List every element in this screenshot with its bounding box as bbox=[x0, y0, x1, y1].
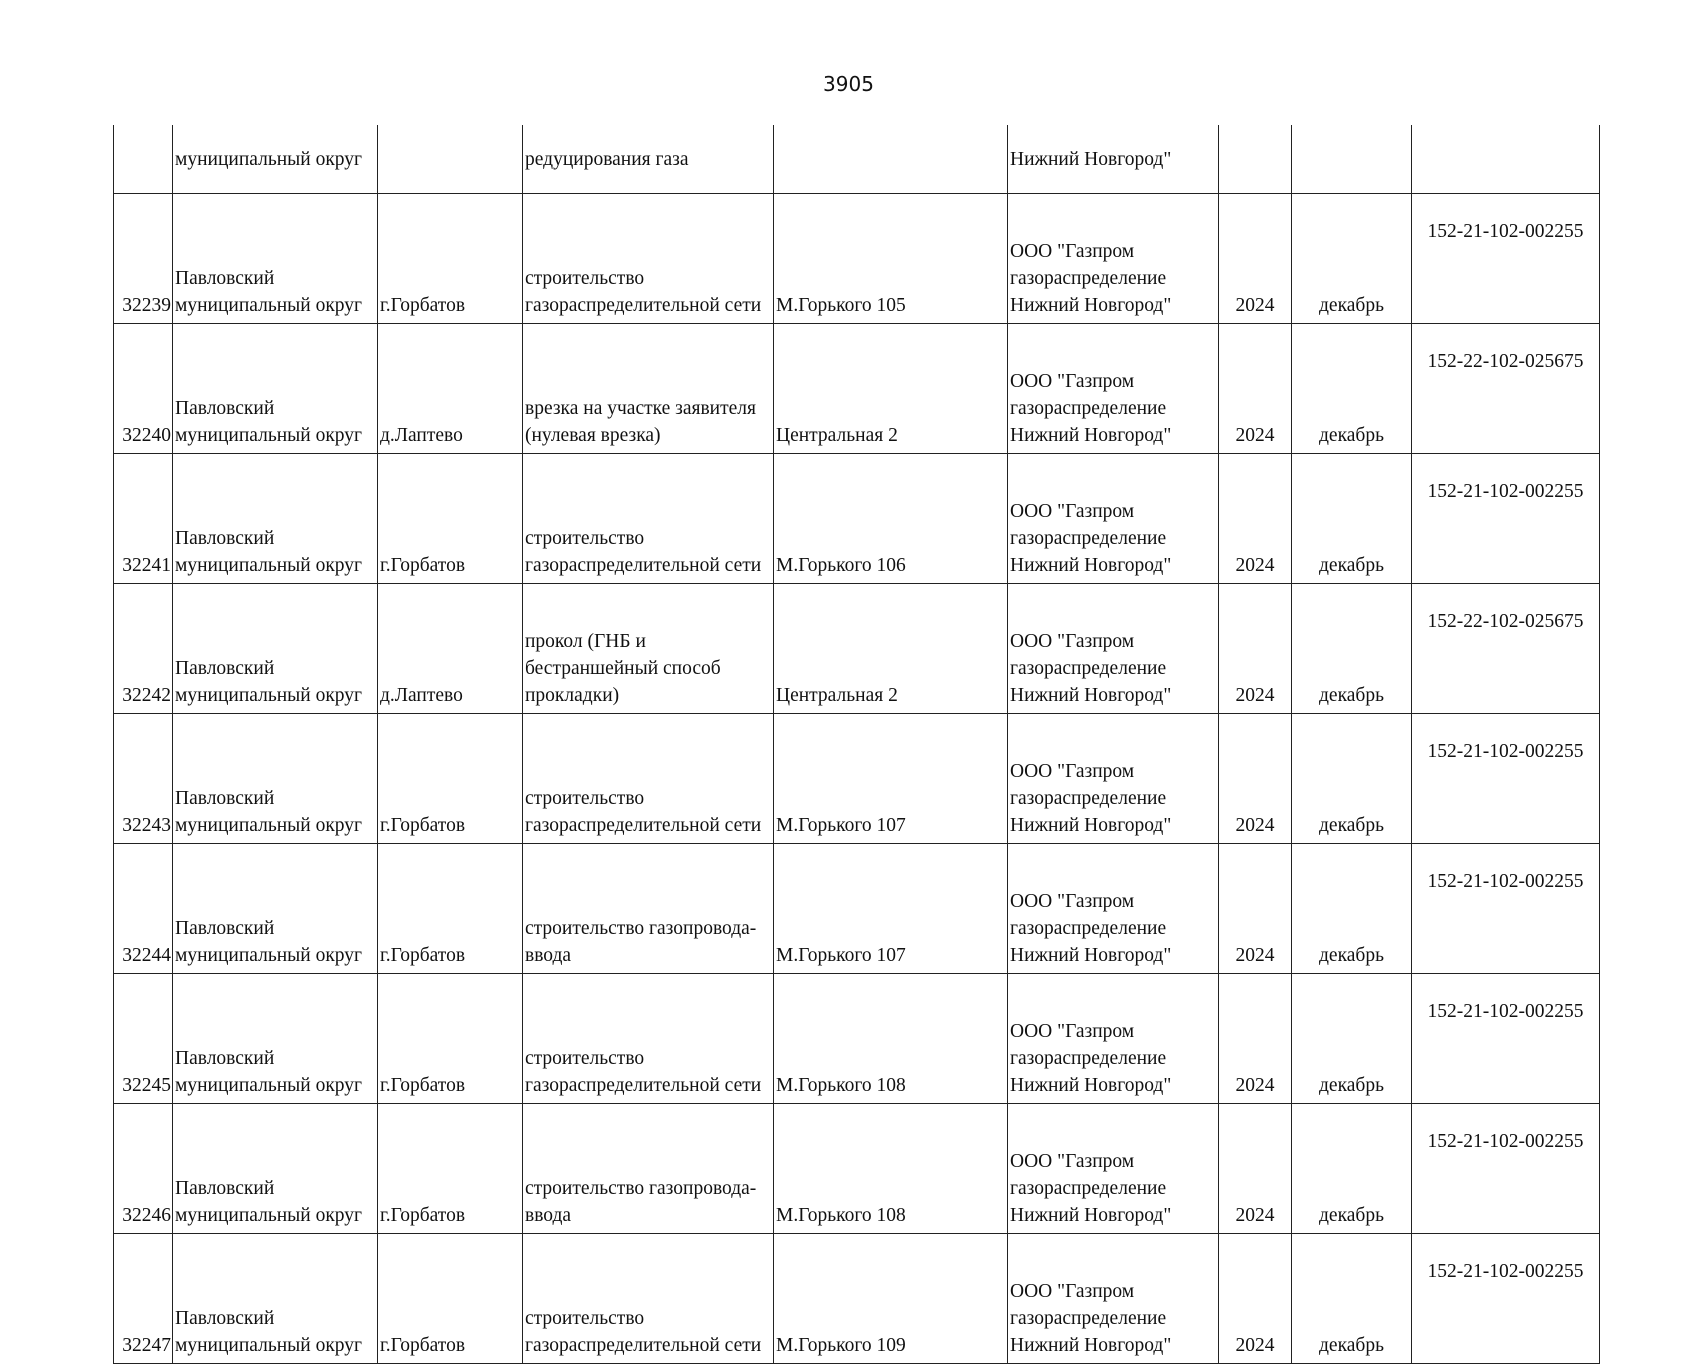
cell-district bbox=[173, 1104, 378, 1234]
cell-organization-line: Нижний Новгород" bbox=[1010, 425, 1172, 446]
cell-work-type bbox=[523, 974, 774, 1104]
cell-work-type-line: (нулевая врезка) bbox=[525, 425, 661, 446]
cell-organization-line: газораспределение bbox=[1010, 528, 1167, 549]
page-number: 3905 bbox=[823, 72, 874, 96]
cell-work-type bbox=[523, 584, 774, 714]
cell-district bbox=[173, 844, 378, 974]
cell-work-type-line: прокол (ГНБ и bbox=[525, 631, 646, 652]
cell-num: 32247 bbox=[114, 1234, 173, 1364]
cell-district: муниципальный округ bbox=[173, 125, 378, 194]
cell-district-line: муниципальный округ bbox=[175, 685, 363, 706]
cell-address: М.Горького 109 bbox=[774, 1234, 1008, 1364]
table-row bbox=[114, 1234, 1600, 1364]
cell-district bbox=[173, 324, 378, 454]
cell-organization-line: Нижний Новгород" bbox=[1010, 1335, 1172, 1356]
cell-work-type-line: ввода bbox=[525, 1205, 572, 1226]
cell-organization-line: Нижний Новгород" bbox=[1010, 685, 1172, 706]
cell-month: декабрь bbox=[1292, 454, 1412, 584]
cell-district-line: Павловский bbox=[175, 268, 275, 289]
cell-work-type-line: строительство газопровода- bbox=[525, 1178, 757, 1199]
cell-organization-line: Нижний Новгород" bbox=[1010, 945, 1172, 966]
cell-code bbox=[1412, 125, 1600, 194]
table-row bbox=[114, 714, 1600, 844]
cell-organization: Нижний Новгород" bbox=[1008, 125, 1219, 194]
cell-work-type bbox=[523, 194, 774, 324]
cell-month: декабрь bbox=[1292, 1104, 1412, 1234]
cell-district-line: муниципальный округ bbox=[175, 555, 363, 576]
cell-organization bbox=[1008, 844, 1219, 974]
cell-organization-line: ООО "Газпром bbox=[1010, 1281, 1135, 1302]
cell-code: 152-21-102-002255 bbox=[1412, 1104, 1600, 1234]
cell-code: 152-22-102-025675 bbox=[1412, 584, 1600, 714]
cell-code: 152-21-102-002255 bbox=[1412, 194, 1600, 324]
cell-district-line: муниципальный округ bbox=[175, 1205, 363, 1226]
cell-year: 2024 bbox=[1219, 1104, 1292, 1234]
cell-year: 2024 bbox=[1219, 584, 1292, 714]
cell-district-line: муниципальный округ bbox=[175, 425, 363, 446]
cell-num bbox=[114, 125, 173, 194]
cell-num: 32244 bbox=[114, 844, 173, 974]
cell-work-type-line: прокладки) bbox=[525, 685, 620, 706]
cell-year: 2024 bbox=[1219, 844, 1292, 974]
cell-month bbox=[1292, 125, 1412, 194]
cell-district-line: муниципальный округ bbox=[175, 295, 363, 316]
cell-district-line: Павловский bbox=[175, 1178, 275, 1199]
cell-district bbox=[173, 1234, 378, 1364]
cell-work-type bbox=[523, 454, 774, 584]
cell-district bbox=[173, 454, 378, 584]
cell-work-type bbox=[523, 844, 774, 974]
cell-year: 2024 bbox=[1219, 974, 1292, 1104]
cell-organization-line: газораспределение bbox=[1010, 1308, 1167, 1329]
cell-address: М.Горького 106 bbox=[774, 454, 1008, 584]
cell-district bbox=[173, 974, 378, 1104]
cell-organization bbox=[1008, 974, 1219, 1104]
cell-work-type bbox=[523, 714, 774, 844]
cell-work-type-line: газораспределительной сети bbox=[525, 1075, 762, 1096]
cell-organization-line: ООО "Газпром bbox=[1010, 501, 1135, 522]
cell-organization-line: газораспределение bbox=[1010, 658, 1167, 679]
cell-locality: г.Горбатов bbox=[378, 1104, 523, 1234]
cell-locality: г.Горбатов bbox=[378, 194, 523, 324]
cell-month: декабрь bbox=[1292, 1234, 1412, 1364]
cell-num: 32242 bbox=[114, 584, 173, 714]
cell-work-type-line: бестраншейный способ bbox=[525, 658, 721, 679]
cell-district bbox=[173, 584, 378, 714]
cell-work-type-line: газораспределительной сети bbox=[525, 815, 762, 836]
cell-month: декабрь bbox=[1292, 194, 1412, 324]
cell-district bbox=[173, 714, 378, 844]
cell-year: 2024 bbox=[1219, 324, 1292, 454]
cell-work-type-line: строительство bbox=[525, 528, 645, 549]
cell-organization-line: ООО "Газпром bbox=[1010, 1151, 1135, 1172]
cell-organization-line: Нижний Новгород" bbox=[1010, 295, 1172, 316]
cell-locality: д.Лаптево bbox=[378, 584, 523, 714]
cell-district-line: муниципальный округ bbox=[175, 1335, 363, 1356]
cell-code: 152-22-102-025675 bbox=[1412, 324, 1600, 454]
cell-year: 2024 bbox=[1219, 194, 1292, 324]
cell-district-line: Павловский bbox=[175, 1308, 275, 1329]
cell-work-type-line: врезка на участке заявителя bbox=[525, 398, 756, 419]
cell-work-type-line: газораспределительной сети bbox=[525, 295, 762, 316]
cell-num: 32239 bbox=[114, 194, 173, 324]
cell-code: 152-21-102-002255 bbox=[1412, 1234, 1600, 1364]
cell-month: декабрь bbox=[1292, 584, 1412, 714]
cell-work-type-line: строительство bbox=[525, 788, 645, 809]
cell-district-line: муниципальный округ bbox=[175, 1075, 363, 1096]
cell-locality: г.Горбатов bbox=[378, 454, 523, 584]
cell-year: 2024 bbox=[1219, 714, 1292, 844]
cell-organization bbox=[1008, 714, 1219, 844]
cell-locality: г.Горбатов bbox=[378, 974, 523, 1104]
table-row-continuation bbox=[114, 125, 1600, 194]
cell-organization-line: ООО "Газпром bbox=[1010, 891, 1135, 912]
cell-organization-line: ООО "Газпром bbox=[1010, 241, 1135, 262]
cell-locality: г.Горбатов bbox=[378, 714, 523, 844]
cell-organization bbox=[1008, 194, 1219, 324]
table-row bbox=[114, 1104, 1600, 1234]
cell-month: декабрь bbox=[1292, 714, 1412, 844]
cell-code: 152-21-102-002255 bbox=[1412, 844, 1600, 974]
cell-organization-line: ООО "Газпром bbox=[1010, 761, 1135, 782]
cell-num: 32241 bbox=[114, 454, 173, 584]
cell-num: 32240 bbox=[114, 324, 173, 454]
cell-locality bbox=[378, 125, 523, 194]
cell-address: Центральная 2 bbox=[774, 324, 1008, 454]
cell-organization-line: Нижний Новгород" bbox=[1010, 1075, 1172, 1096]
cell-address: М.Горького 107 bbox=[774, 714, 1008, 844]
cell-organization-line: газораспределение bbox=[1010, 1048, 1167, 1069]
cell-organization-line: Нижний Новгород" bbox=[1010, 1205, 1172, 1226]
cell-work-type-line: строительство газопровода- bbox=[525, 918, 757, 939]
cell-district-line: Павловский bbox=[175, 788, 275, 809]
cell-organization-line: Нижний Новгород" bbox=[1010, 815, 1172, 836]
cell-address: М.Горького 108 bbox=[774, 974, 1008, 1104]
table-row bbox=[114, 584, 1600, 714]
cell-year: 2024 bbox=[1219, 454, 1292, 584]
cell-work-type-line: строительство bbox=[525, 268, 645, 289]
cell-organization-line: Нижний Новгород" bbox=[1010, 555, 1172, 576]
cell-work-type-line: газораспределительной сети bbox=[525, 555, 762, 576]
cell-num: 32246 bbox=[114, 1104, 173, 1234]
cell-district bbox=[173, 194, 378, 324]
cell-month: декабрь bbox=[1292, 844, 1412, 974]
cell-district-line: Павловский bbox=[175, 658, 275, 679]
cell-organization-line: газораспределение bbox=[1010, 1178, 1167, 1199]
cell-district-line: Павловский bbox=[175, 398, 275, 419]
cell-code: 152-21-102-002255 bbox=[1412, 714, 1600, 844]
cell-code: 152-21-102-002255 bbox=[1412, 454, 1600, 584]
cell-organization-line: газораспределение bbox=[1010, 918, 1167, 939]
table-row bbox=[114, 844, 1600, 974]
cell-district-line: муниципальный округ bbox=[175, 945, 363, 966]
cell-organization-line: газораспределение bbox=[1010, 268, 1167, 289]
cell-locality: г.Горбатов bbox=[378, 1234, 523, 1364]
cell-organization bbox=[1008, 454, 1219, 584]
cell-locality: г.Горбатов bbox=[378, 844, 523, 974]
cell-address: Центральная 2 bbox=[774, 584, 1008, 714]
table-row bbox=[114, 974, 1600, 1104]
cell-year bbox=[1219, 125, 1292, 194]
cell-work-type: редуцирования газа bbox=[523, 125, 774, 194]
cell-organization bbox=[1008, 1234, 1219, 1364]
cell-organization-line: газораспределение bbox=[1010, 398, 1167, 419]
cell-work-type bbox=[523, 324, 774, 454]
cell-organization bbox=[1008, 1104, 1219, 1234]
cell-num: 32243 bbox=[114, 714, 173, 844]
cell-organization bbox=[1008, 324, 1219, 454]
cell-district-line: Павловский bbox=[175, 528, 275, 549]
cell-organization-line: ООО "Газпром bbox=[1010, 371, 1135, 392]
cell-work-type-line: строительство bbox=[525, 1308, 645, 1329]
cell-address: М.Горького 107 bbox=[774, 844, 1008, 974]
table-row bbox=[114, 324, 1600, 454]
cell-district-line: муниципальный округ bbox=[175, 815, 363, 836]
cell-work-type bbox=[523, 1104, 774, 1234]
cell-locality: д.Лаптево bbox=[378, 324, 523, 454]
cell-address bbox=[774, 125, 1008, 194]
cell-work-type-line: ввода bbox=[525, 945, 572, 966]
table-row bbox=[114, 454, 1600, 584]
cell-work-type bbox=[523, 1234, 774, 1364]
cell-work-type-line: газораспределительной сети bbox=[525, 1335, 762, 1356]
cell-organization-line: ООО "Газпром bbox=[1010, 1021, 1135, 1042]
cell-organization-line: ООО "Газпром bbox=[1010, 631, 1135, 652]
cell-address: М.Горького 108 bbox=[774, 1104, 1008, 1234]
cell-district-line: Павловский bbox=[175, 1048, 275, 1069]
cell-code: 152-21-102-002255 bbox=[1412, 974, 1600, 1104]
cell-address: М.Горького 105 bbox=[774, 194, 1008, 324]
cell-year: 2024 bbox=[1219, 1234, 1292, 1364]
cell-district-line: Павловский bbox=[175, 918, 275, 939]
table-row bbox=[114, 194, 1600, 324]
cell-num: 32245 bbox=[114, 974, 173, 1104]
gasification-table bbox=[113, 125, 1600, 1364]
cell-month: декабрь bbox=[1292, 324, 1412, 454]
cell-organization bbox=[1008, 584, 1219, 714]
cell-organization-line: газораспределение bbox=[1010, 788, 1167, 809]
cell-month: декабрь bbox=[1292, 974, 1412, 1104]
cell-work-type-line: строительство bbox=[525, 1048, 645, 1069]
